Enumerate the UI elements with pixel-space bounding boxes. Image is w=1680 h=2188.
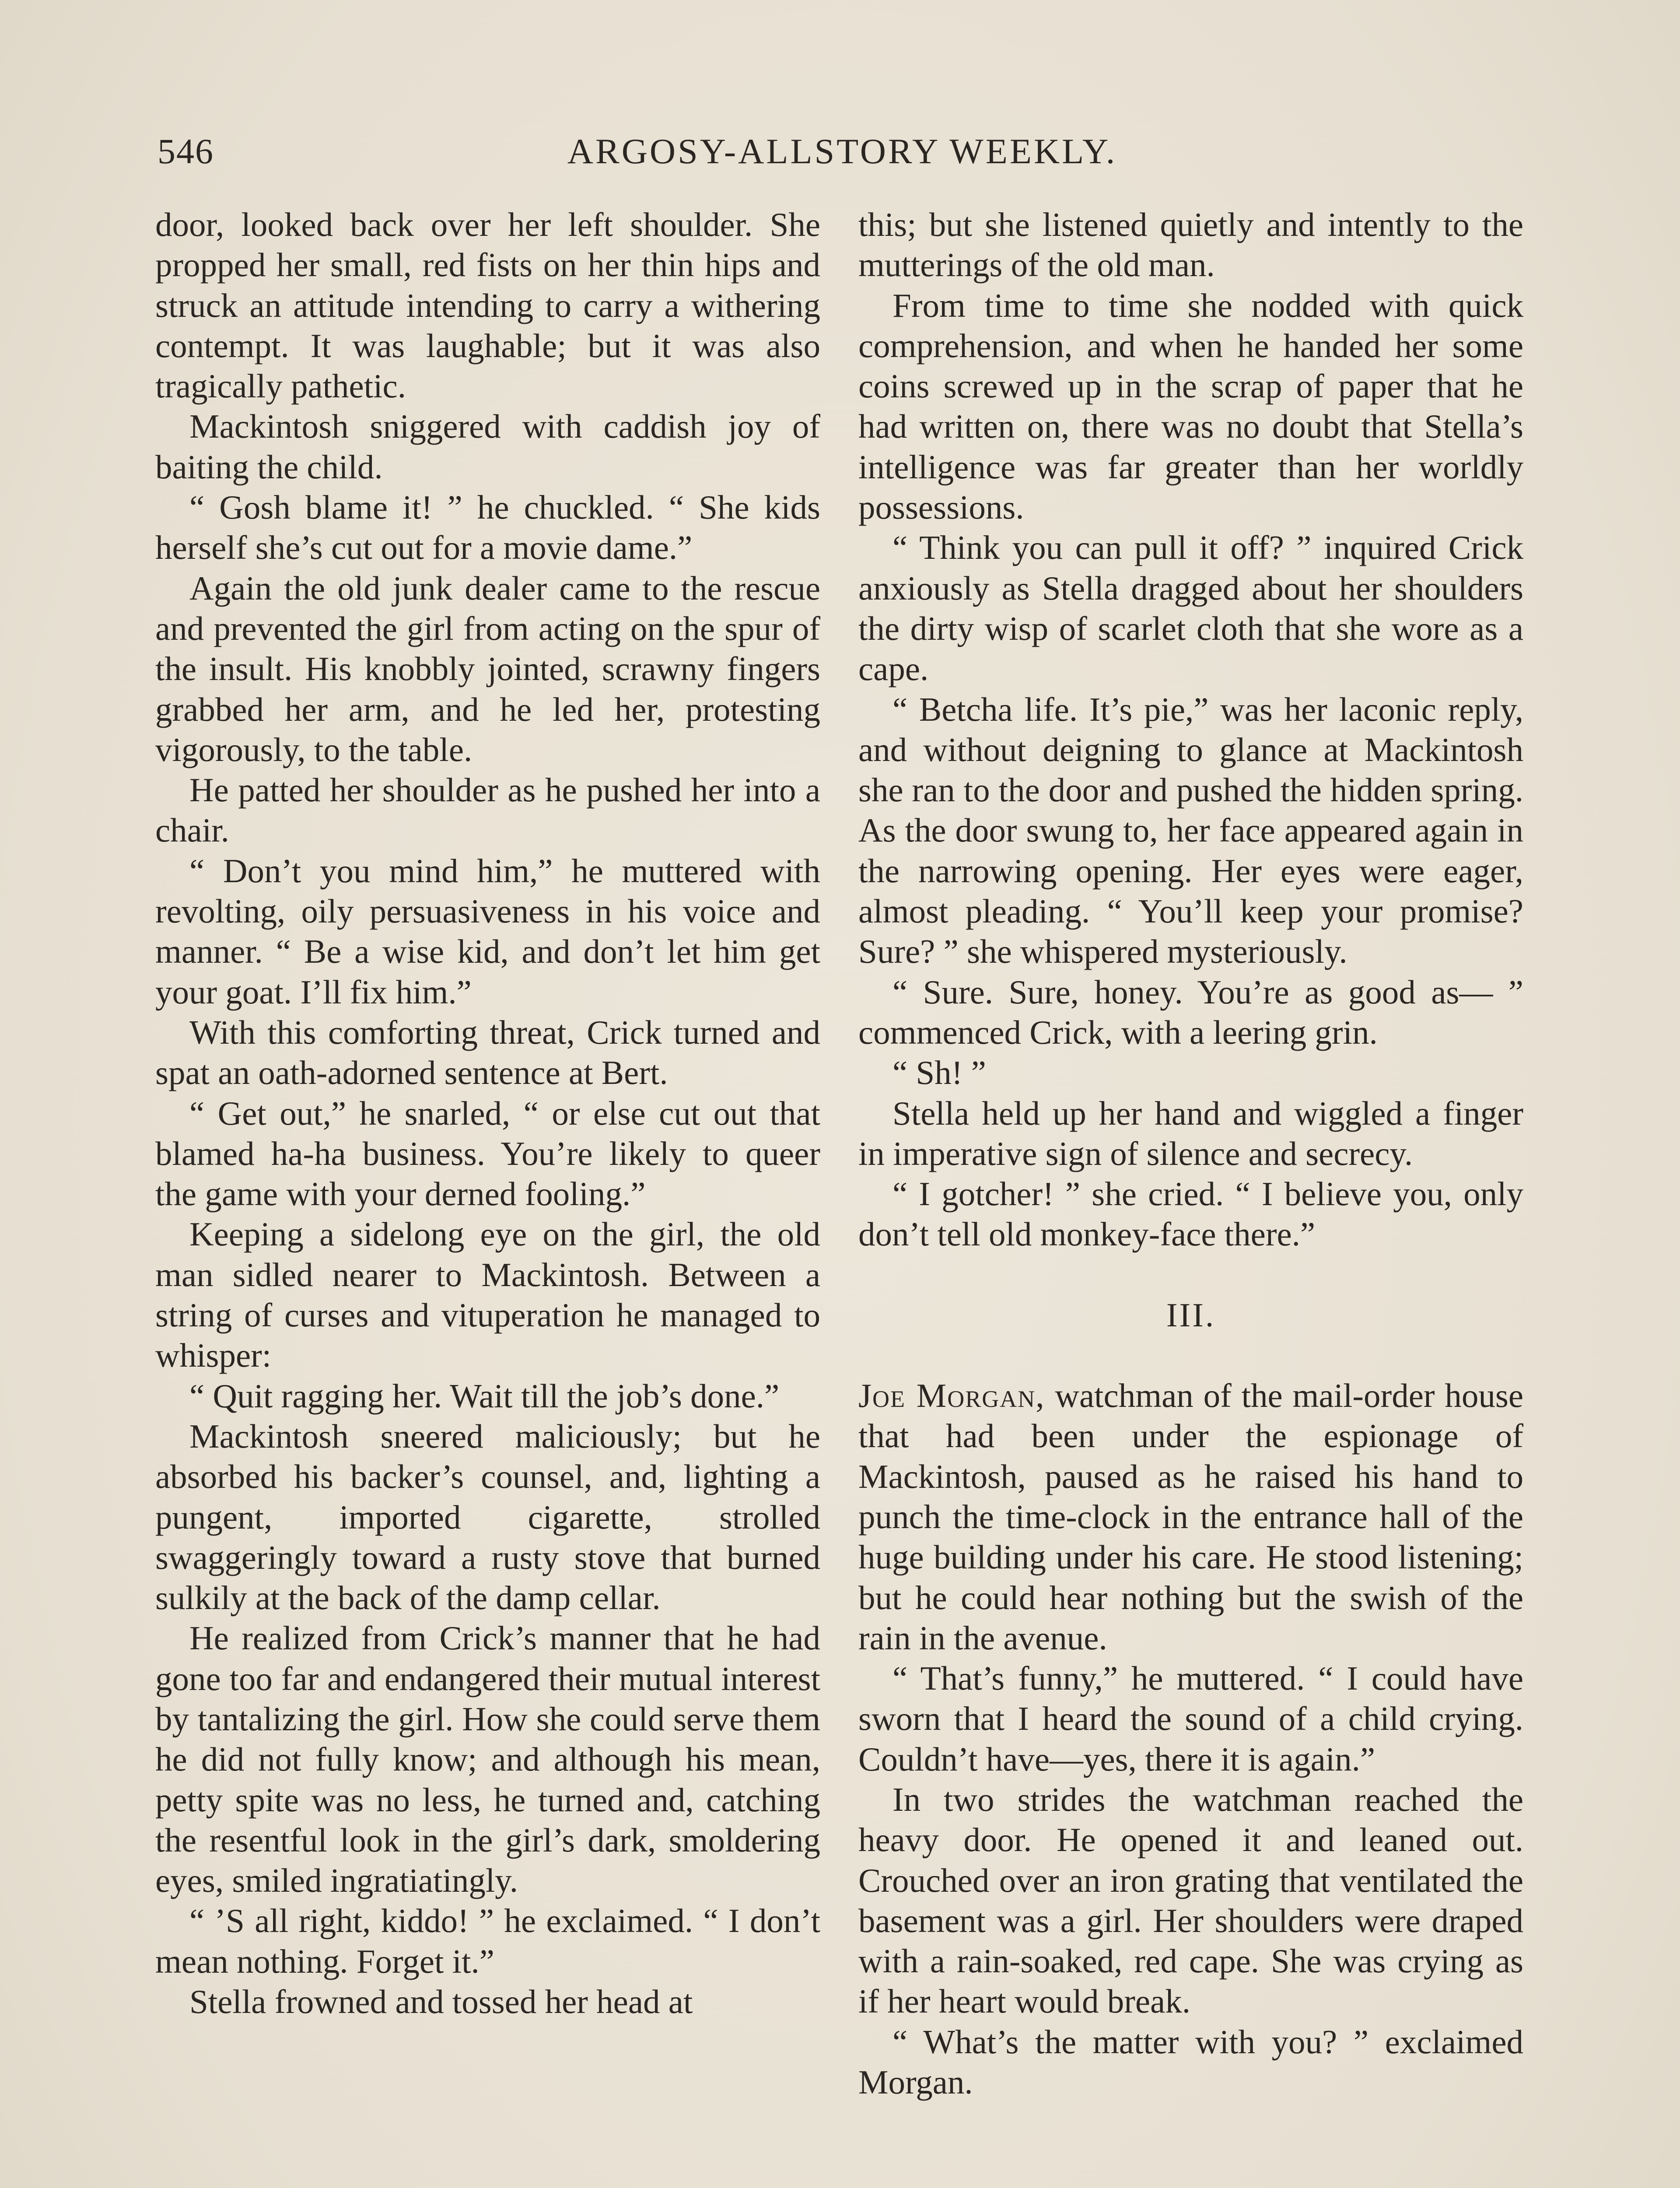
paragraph: “ Don’t you mind him,” he muttered with revolting, oily persuasiveness in his voice and manner. “ Be a wise kid, and don’t let him get your goat. I’ll fix him.” [155,852,820,1011]
paragraph: “ I gotcher! ” she cried. “ I believe you, only don’t tell old monkey-face there.” [858,1175,1523,1253]
paragraph: “ Sure. Sure, honey. You’re as good as— ” commenced Crick, with a leering grin. [858,973,1523,1051]
section-heading: III. [1166,1296,1216,1334]
section-opening-text: watchman of the mail-order house that had been under the espionage of Mackintosh, paused as he raised his hand to punch the time-clock in the entrance hall of the huge building under his care. He stood listening; but he could hear nothing but the swish of the rain in the avenue. [858,1377,1524,1657]
paragraph: Stella held up her hand and wiggled a finger in imperative sign of silence and secrecy. [858,1094,1523,1172]
paragraph: Keeping a sidelong eye on the girl, the old man sidled nearer to Mackintosh. Between a string of curses and vituperation he managed to whisper: [155,1215,820,1375]
paragraph: Mackintosh sneered maliciously; but he absorbed his backer’s counsel, and, lighting a pungent, imported cigarette, strolled swaggeringly toward a rusty stove that burned sulkily at the back of the damp cellar. [155,1417,820,1617]
paragraph: this; but she listened quietly and intently to the mutterings of the old man. [858,206,1523,284]
right-column [858,204,1523,2102]
paragraph: “ Sh! ” [892,1054,986,1092]
paragraph: “ Quit ragging her. Wait till the job’s done.” [189,1377,780,1415]
paragraph: Again the old junk dealer came to the rescue and prevented the girl from acting on the spur of the insult. His knobbly jointed, scrawny fingers grabbed her arm, and he led her, protesting vigorously, to the table. [155,569,820,768]
left-column [155,204,820,2022]
paragraph: “ Get out,” he snarled, “ or else cut out that blamed ha-ha business. You’re likely to queer the game with your derned fooling.” [155,1094,820,1213]
paragraph: He realized from Crick’s manner that he had gone too far and endangered their mutual interest by tantalizing the girl. How she could serve them he did not fully know; and although his mean, petty spite was no less, he turned and, catching the resentful look in the girl’s dark, smoldering eyes, smiled ingratiatingly. [155,1619,820,1900]
paragraph: “ Think you can pull it off? ” inquired Crick anxiously as Stella dragged about her shoulders the dirty wisp of scarlet cloth that she wore as a cape. [858,529,1523,688]
paragraph: “ That’s funny,” he muttered. “ I could have sworn that I heard the sound of a child crying. Couldn’t have—yes, there it is again.” [858,1659,1523,1778]
paragraph: From time to time she nodded with quick comprehension, and when he handed her some coins screwed up in the scrap of paper that he had written on, there was no doubt that Stella’s intelligence was far greater than her worldly possessions. [858,286,1523,526]
paragraph: “ Gosh blame it! ” he chuckled. “ She kids herself she’s cut out for a movie dame.” [155,488,820,567]
paragraph: door, looked back over her left shoulder. She propped her small, red fists on her thin hips and struck an attitude intending to carry a withering contempt. It was laughable; but it was also tragically pathetic. [155,206,820,405]
page-number: 546 [158,131,214,171]
section-opening-paragraph [858,1375,1523,1658]
running-title: ARGOSY-ALLSTORY WEEKLY. [567,131,1117,171]
paragraph: In two strides the watchman reached the heavy door. He opened it and leaned out. Crouched over an iron grating that ventilated the basement was a girl. Her shoulders were draped with a rain-soaked, red cape. She was crying as if her heart would break. [858,1780,1523,2020]
paragraph: Mackintosh sniggered with caddish joy of baiting the child. [155,407,820,486]
section-opening-name: Joe Morgan, [858,1377,1045,1415]
paragraph: “ ’S all right, kiddo! ” he exclaimed. “ I don’t mean nothing. Forget it.” [155,1902,820,1980]
paragraph: “ What’s the matter with you? ” exclaimed Morgan. [858,2023,1523,2101]
paragraph: With this comforting threat, Crick turned and spat an oath-adorned sentence at Bert. [155,1013,820,1092]
paragraph: “ Betcha life. It’s pie,” was her laconic reply, and without deigning to glance at Mackintosh she ran to the door and pushed the hidden spring. As the door swung to, her face appeared again in the narrowing opening. Her eyes were eager, almost pleading. “ You’ll keep your promise? Sure? ” she whispered mysteriously. [858,690,1523,971]
page-header [158,125,1527,178]
paragraph: Stella frowned and tossed her head at [189,1983,693,2021]
paragraph: He patted her shoulder as he pushed her into a chair. [155,771,820,849]
